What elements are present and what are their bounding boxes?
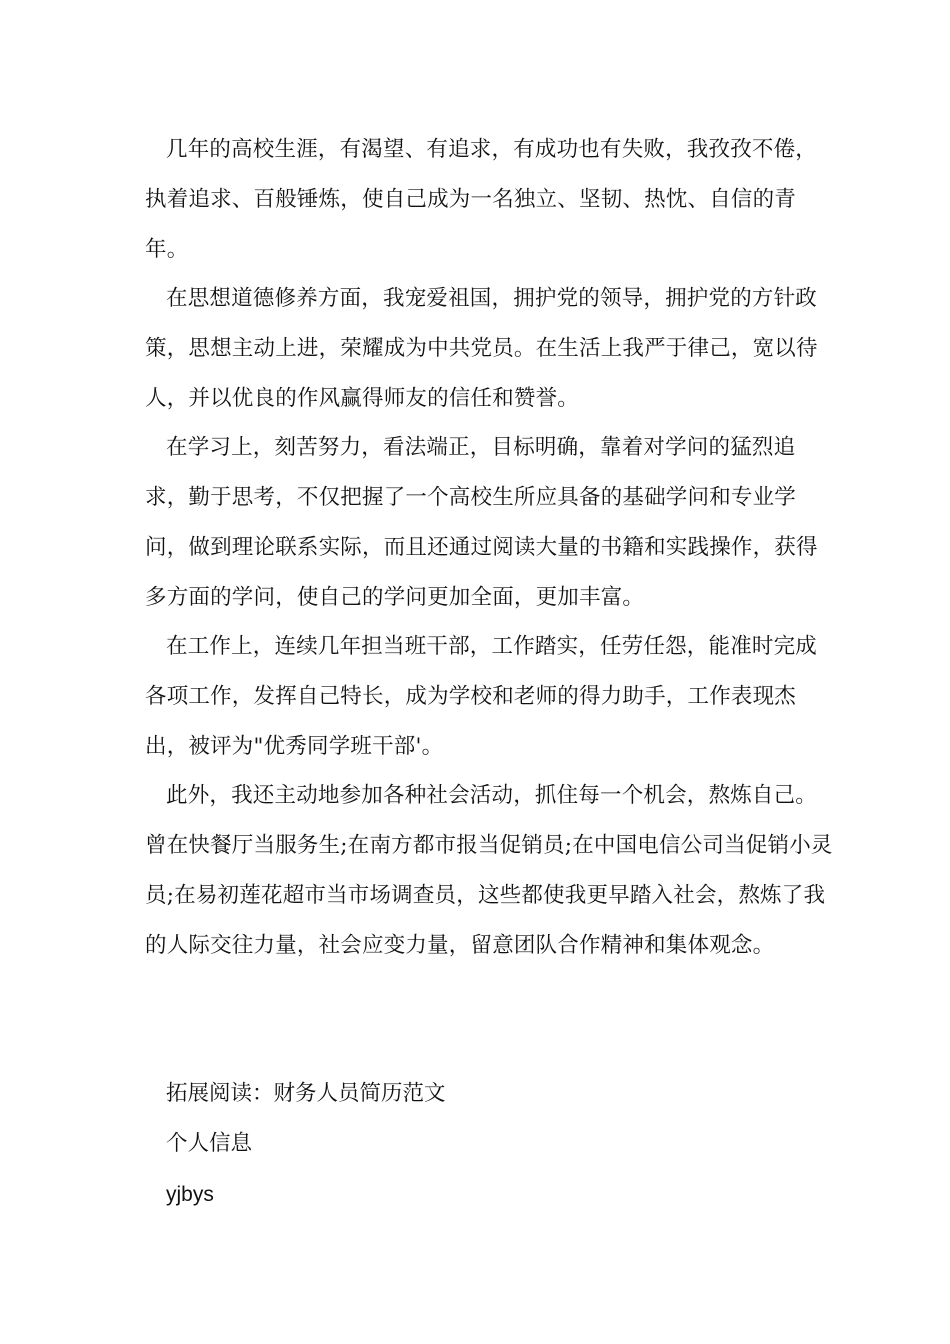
personal-info-heading: 个人信息 — [166, 1131, 253, 1156]
paragraph-intro: 几年的高校生涯，有渴望、有追求，有成功也有失败，我孜孜不倦，执着追求、百般锤炼，使自己成为一名独立、坚韧、热忱、自信的青年。 — [145, 137, 818, 262]
paragraph-moral: 在思想道德修养方面，我宠爱祖国，拥护党的领导，拥护党的方针政策，思想主动上进，荣耀成为中共党员。在生活上我严于律己，宽以待人，并以优良的作风赢得师友的信任和赞誉。 — [145, 286, 818, 411]
extended-reading-title: 拓展阅读：财务人员简历范文 — [166, 1081, 446, 1106]
paragraph-activities: 此外，我还主动地参加各种社会活动，抓住每一个机会，熬炼自己。曾在快餐厅当服务生;在南方都市报当促销员;在中国电信公司当促销小灵员;在易初莲花超市当市场调查员，这些都使我更早踏入社会，熬炼了我的人际交往力量，社会应变力量，留意团队合作精神和集体观念。 — [145, 783, 833, 958]
site-code-text: yjbys — [166, 1183, 214, 1206]
paragraph-work: 在工作上，连续几年担当班干部，工作踏实，任劳任怨，能准时完成各项工作，发挥自己特长，成为学校和老师的得力助手，工作表现杰出，被评为"优秀同学班干部'。 — [145, 634, 818, 759]
paragraph-study: 在学习上，刻苦努力，看法端正，目标明确，靠着对学问的猛烈追求，勤于思考，不仅把握了一个高校生所应具备的基础学问和专业学问，做到理论联系实际，而且还通过阅读大量的书籍和实践操作，获得多方面的学问，使自己的学问更加全面，更加丰富。 — [145, 435, 818, 610]
